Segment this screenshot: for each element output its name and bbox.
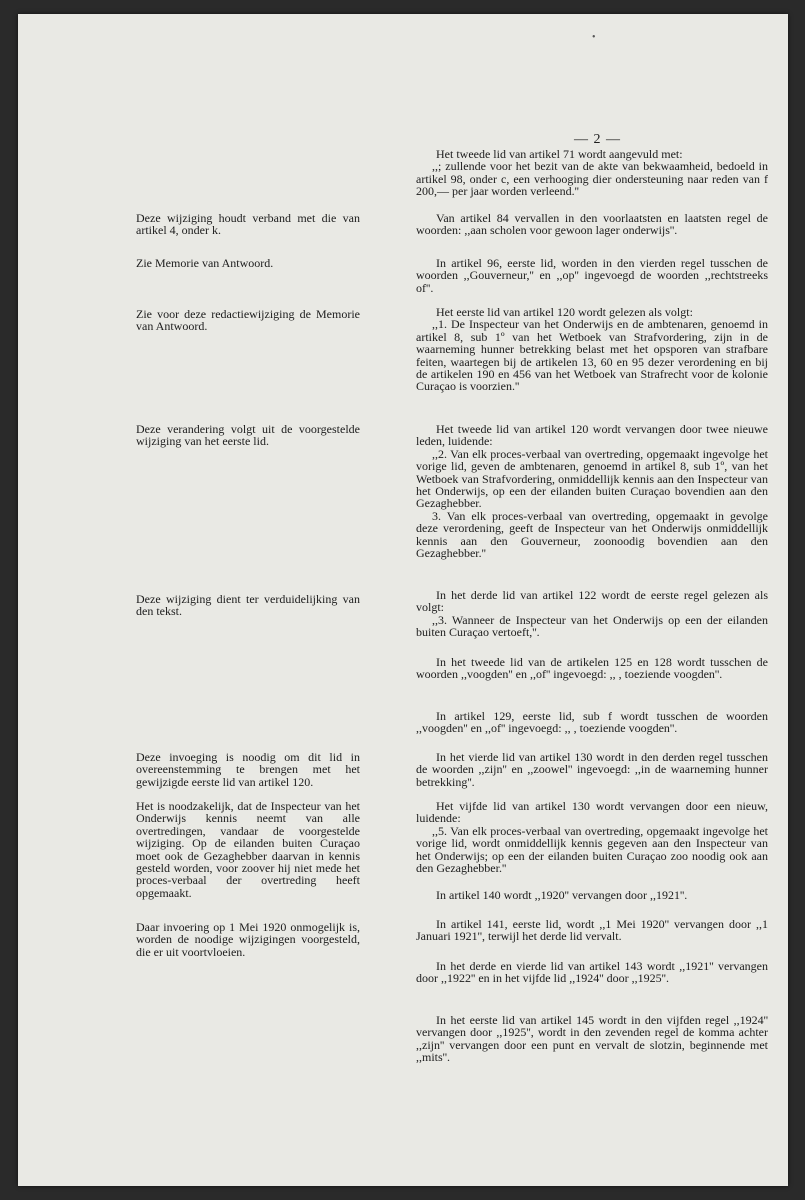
amendment-art-120-second: Het tweede lid van artikel 120 wordt vervangen door twee nieuwe leden, luidende: ,,2. Van elk proces-verbaal van overtreding, opgemaakt ingevolge het vorige lid, geven de ambtenaren, genoemd in artikel 8, sub 1º, van het Wetboek van Strafvordering, onmiddellijk kennis aan den Inspecteur van het Onderwijs, op een der eilanden buiten Curaçao bovendien aan den Gezaghebber. 3. Van elk proces-verbaal van overtreding, opgemaakt in gevolge deze verordening, geeft de Inspecteur van het Onderwijs onmiddellijk kennis aan den Gouverneur, zoonoodig bovendien aan den Gezaghebber.'': [416, 422, 768, 561]
amendment-art-143: In het derde en vierde lid van artikel 143 wordt ,,1921'' vervangen door ,,1922'' en in het vijfde lid ,,1924'' door ,,1925''.: [416, 959, 768, 986]
amendment-art-122: In het derde lid van artikel 122 wordt de eerste regel gelezen als volgt: ,,3. Wanneer de Inspecteur van het Onderwijs op een der eilanden buiten Curaçao vertoeft,''.: [416, 588, 768, 640]
amendment-art-84: Van artikel 84 vervallen in den voorlaatsten en laatsten regel de woorden: ,,aan scholen voor gewoon lager onderwijs''.: [416, 211, 768, 238]
note-5: Deze wijziging dient ter verduidelijking van den tekst.: [136, 592, 360, 619]
note-8: Daar invoering op 1 Mei 1920 onmogelijk is, worden de noodige wijzigingen voorgesteld, die er uit voortvloeien.: [136, 920, 360, 959]
note-1: Deze wijziging houdt verband met die van artikel 4, onder k.: [136, 211, 360, 238]
note-6: Deze invoeging is noodig om dit lid in overeenstemming te brengen met het gewijzigde eerste lid van artikel 120.: [136, 750, 360, 789]
page-number: — 2 —: [574, 132, 621, 147]
amendment-art-140: In artikel 140 wordt ,,1920'' vervangen door ,,1921''.: [436, 888, 688, 902]
amendment-art-130-fourth: In het vierde lid van artikel 130 wordt in den derden regel tusschen de woorden ,,zijn'' en ,,zoowel'' ingevoegd: ,,in de waarneming hunner betrekking''.: [416, 750, 768, 789]
document-page: [18, 14, 788, 1186]
amendment-art-129: In artikel 129, eerste lid, sub f wordt tusschen de woorden ,,voogden'' en ,,of'' ingevoegd: ,, , toeziende voogden''.: [416, 709, 768, 736]
amendment-art-125-128: In het tweede lid van de artikelen 125 en 128 wordt tusschen de woorden ,,voogden'' en ,,of'' ingevoegd: ,, , toeziende voogden''.: [416, 655, 768, 682]
ink-dot: •: [592, 32, 596, 43]
amendment-art-130-fifth: Het vijfde lid van artikel 130 wordt vervangen door een nieuw, luidende: ,,5. Van elk proces-verbaal van overtreding, opgemaakt ingevolge het vorige lid, wordt onmiddellijk kennis gegeven aan den Inspecteur van het Onderwijs; op een der eilanden buiten Curaçao zoo noodig ook aan den Gezaghebber.'': [416, 799, 768, 876]
amendment-art-141: In artikel 141, eerste lid, wordt ,,1 Mei 1920'' vervangen door ,,1 Januari 1921'', terwijl het derde lid vervalt.: [416, 917, 768, 944]
amendment-art-120-first: Het eerste lid van artikel 120 wordt gelezen als volgt: ,,1. De Inspecteur van het Onderwijs en de ambtenaren, genoemd in artikel 8, sub 1º van het Wetboek van Strafvordering, zijn in de waarneming hunner betrekking belast met het opsporen van strafbare feiten, waartegen bij de artikelen 13, 60 en 95 dezer verordening en bij de artikelen 190 en 456 van het Wetboek van Strafrecht voor de kolonie Curaçao is voorzien.'': [416, 305, 768, 394]
note-7: Het is noodzakelijk, dat de Inspecteur van het Onderwijs kennis neemt van alle overtredingen, vandaar de voorgestelde wijziging. Op de eilanden buiten Curaçao moet ook de Gezaghebber daarvan in kennis gesteld worden, voor zoover hij niet mede het proces-verbaal der overtreding heeft opgemaakt.: [136, 799, 360, 900]
amendment-art-145: In het eerste lid van artikel 145 wordt in den vijfden regel ,,1924'' vervangen door ,,1925'', wordt in den zevenden regel de komma achter ,,zijn'' vervangen door een punt en vervalt de slotzin, beginnende met ,,mits''.: [416, 1013, 768, 1065]
amendment-art-71: Het tweede lid van artikel 71 wordt aangevuld met: ,,; zullende voor het bezit van de akte van bekwaamheid, bedoeld in artikel 98, onder c, een verhooging dier ondersteuning naar reden van f 200,— per jaar worden verleend.'': [416, 147, 768, 199]
note-2: Zie Memorie van Antwoord.: [136, 256, 274, 270]
amendment-art-96: In artikel 96, eerste lid, worden in den vierden regel tusschen de woorden ,,Gouverneur,'' en ,,op'' ingevoegd de woorden ,,rechtstreeks of''.: [416, 256, 768, 295]
note-4: Deze verandering volgt uit de voorgestelde wijziging van het eerste lid.: [136, 422, 360, 449]
note-3: Zie voor deze redactiewijziging de Memorie van Antwoord.: [136, 307, 360, 334]
